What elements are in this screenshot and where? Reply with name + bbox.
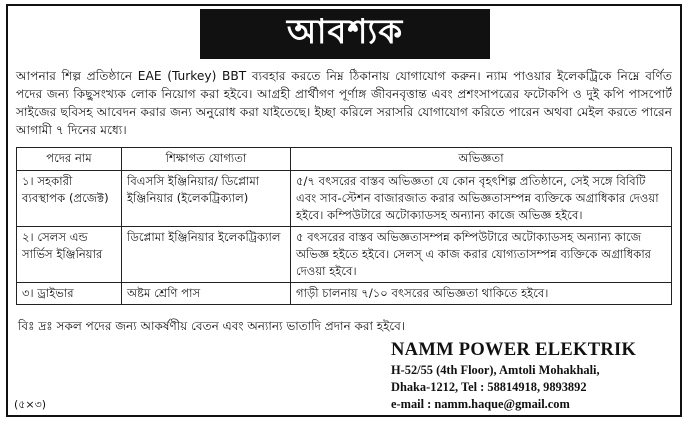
post-cell: ২। সেলস এন্ড সার্ভিস ইঞ্জিনিয়ার <box>17 227 122 283</box>
table-row <box>17 283 672 305</box>
experience-cell: ৫/৭ বৎসরের বাস্তব অভিজ্ঞতা যে কোন বৃহৎশিল্প প্রতিষ্ঠানে, সেই সঙ্গে বিবিটি এবং সাব-স্টেশন বাজারজাত করার অভিজ্ঞতাসম্পন্ন ব্যক্তিকে অগ্রাধিকার দেওয়া হইবে। কম্পিউটারে অটোক্যাডসহ অন্যান্য কাজে অভিজ্ঞ হইবে। <box>291 171 672 227</box>
address-line-1: H-52/55 (4th Floor), Amtoli Mohakhali, <box>391 363 600 377</box>
note-text: বিঃ দ্রঃ সকল পদের জন্য আকর্ষণীয় বেতন এবং অন্যান্য ভাতাদি প্রদান করা হইবে। <box>18 319 406 333</box>
qualification-cell: ডিপ্লোমা ইঞ্জিনিয়ার ইলেকট্রিক্যাল <box>122 227 291 283</box>
post-cell: ৩। ড্রাইভার <box>17 283 122 305</box>
post-cell: ১। সহকারী ব্যবস্থাপক (প্রজেক্ট) <box>17 171 122 227</box>
company-address <box>391 362 600 413</box>
table-header-row <box>17 148 672 171</box>
header-experience: অভিজ্ঞতা <box>291 148 672 171</box>
header-post: পদের নাম <box>17 148 122 171</box>
header-qualification: শিক্ষাগত যোগ্যতা <box>122 148 291 171</box>
table-row <box>17 227 672 283</box>
experience-cell: গাড়ী চালনায় ৭/১০ বৎসরের অভিজ্ঞতা থাকিতে হইবে। <box>291 283 672 305</box>
ad-code: (৫×৩) <box>14 398 47 411</box>
intro-paragraph: আপনার শিল্প প্রতিষ্ঠানে EAE (Turkey) BBT ব্যবহার করতে নিম্ন ঠিকানায় যোগাযোগ করুন। ন্যাম পাওয়ার ইলেকট্রিকে নিম্নে বর্ণিত পদের জন্য কিছুসংখ্যক লোক নিয়োগ করা হইবে। আগ্রহী প্রার্থীগণ পূর্ণাঙ্গ জীবনবৃত্তান্ত এবং প্রশংসাপত্রের ফটোকপি ও দুই কপি পাসপোর্ট সাইজের ছবিসহ আবেদন করার জন্য অনুরোধ করা যাইতেছে। ইচ্ছা করিলে সরাসরি যোগাযোগ করিতে পারেন অথবা মেইল করতে পারেন আগামী ৭ দিনের মধ্যে। <box>16 69 672 137</box>
qualification-cell: অষ্টম শ্রেণি পাস <box>122 283 291 305</box>
email-line: e-mail : namm.haque@gmail.com <box>391 397 570 411</box>
table-row <box>17 171 672 227</box>
address-line-2: Dhaka-1212, Tel : 58814918, 9893892 <box>391 380 587 394</box>
qualification-cell: বিএসসি ইঞ্জিনিয়ার/ ডিপ্লোমা ইঞ্জিনিয়ার (ইলেকট্রিক্যাল) <box>122 171 291 227</box>
job-table <box>16 147 672 305</box>
company-name: NAMM POWER ELEKTRIK <box>391 340 637 360</box>
experience-cell: ৫ বৎসরের বাস্তব অভিজ্ঞতাসম্পন্ন কম্পিউটারে অটোক্যাডসহ অন্যান্য কাজে অভিজ্ঞ হইতে হইবে। সেলস্ এ কাজ করার যোগ্যতাসম্পন্ন ব্যক্তিকে অগ্রাধিকার দেওয়া হইবে। <box>291 227 672 283</box>
headline-banner: আবশ্যক <box>200 9 490 59</box>
